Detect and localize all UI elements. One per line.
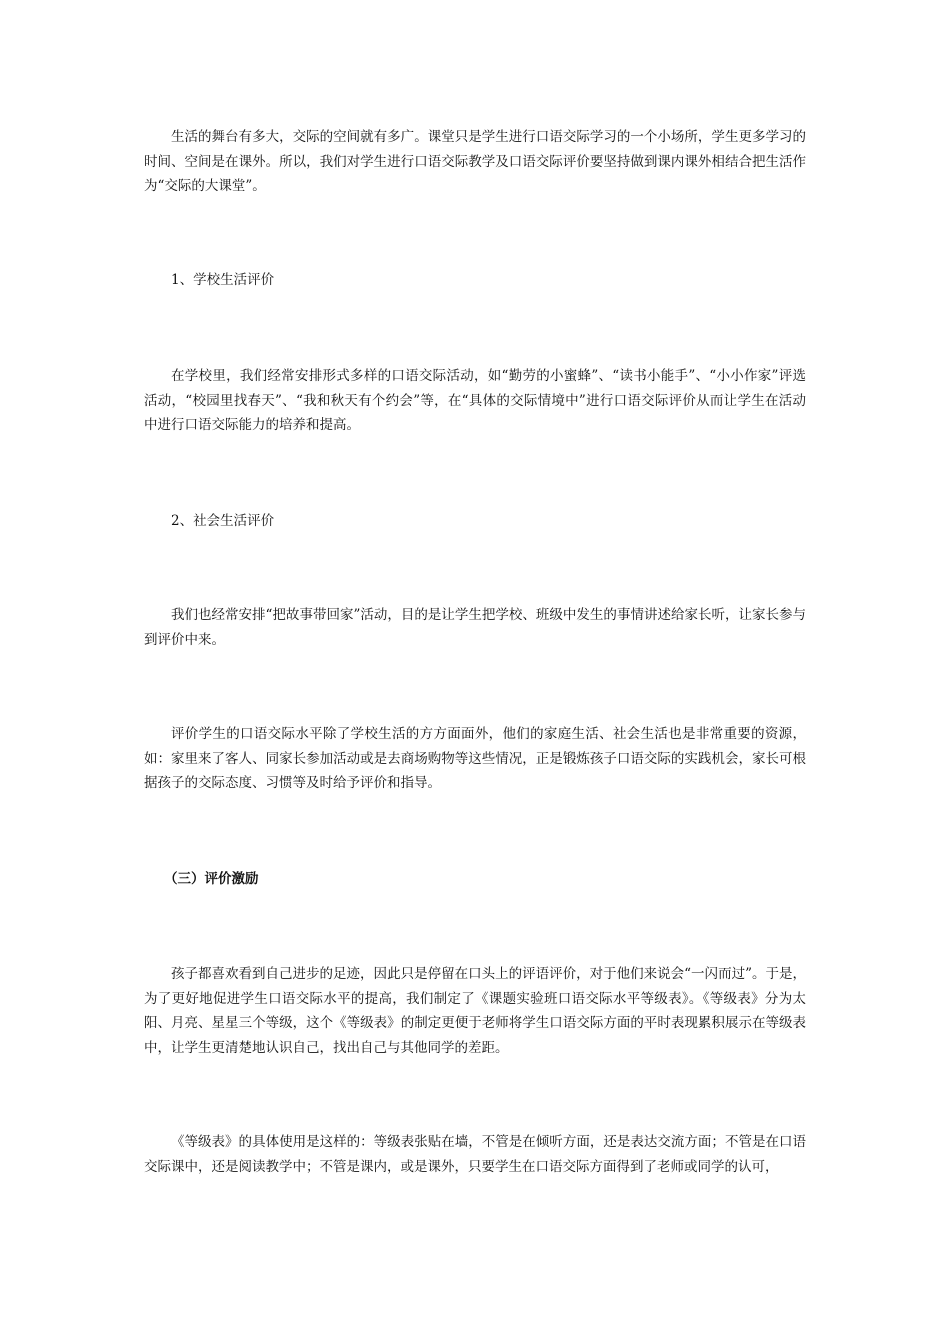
heading-school-life-evaluation: 1、学校生活评价: [171, 272, 275, 288]
heading-social-life-evaluation: 2、社会生活评价: [171, 513, 275, 529]
heading-evaluation-incentive: （三）评价激励: [164, 871, 259, 887]
paragraph-life-stage: 生活的舞台有多大，交际的空间就有多广。课堂只是学生进行口语交际学习的一个小场所，学生更多学习的时间、空间是在课外。所以，我们对学生进行口语交际教学及口语交际评价要坚持做到课内课外相结合把生活作为“交际的大课堂”。: [144, 129, 806, 194]
paragraph-story-home: 我们也经常安排“把故事带回家”活动，目的是让学生把学校、班级中发生的事情讲述给家长听，让家长参与到评价中来。: [144, 607, 806, 648]
paragraph-family-social-life: 评价学生的口语交际水平除了学校生活的方方面面外，他们的家庭生活、社会生活也是非常重要的资源，如：家里来了客人、同家长参加活动或是去商场购物等这些情况，正是锻炼孩子口语交际的实践机会，家长可根据孩子的交际态度、习惯等及时给予评价和指导。: [144, 726, 806, 791]
paragraph-grade-table-intro: 孩子都喜欢看到自己进步的足迹，因此只是停留在口头上的评语评价，对于他们来说会“一闪而过”。于是，为了更好地促进学生口语交际水平的提高，我们制定了《课题实验班口语交际水平等级表》。《等级表》分为太阳、月亮、星星三个等级，这个《等级表》的制定更便于老师将学生口语交际方面的平时表现累积展示在等级表中，让学生更清楚地认识自己，找出自己与其他同学的差距。: [144, 966, 806, 1056]
paragraph-grade-table-usage: 《等级表》的具体使用是这样的：等级表张贴在墙，不管是在倾听方面，还是表达交流方面；不管是在口语交际课中，还是阅读教学中；不管是课内，或是课外，只要学生在口语交际方面得到了老师或同学的认可，: [144, 1134, 806, 1175]
paragraph-school-activities: 在学校里，我们经常安排形式多样的口语交际活动，如“勤劳的小蜜蜂”、“读书小能手”、“小小作家”评选活动，“校园里找春天”、“我和秋天有个约会”等，在“具体的交际情境中”进行口语交际评价从而让学生在活动中进行口语交际能力的培养和提高。: [144, 368, 806, 433]
